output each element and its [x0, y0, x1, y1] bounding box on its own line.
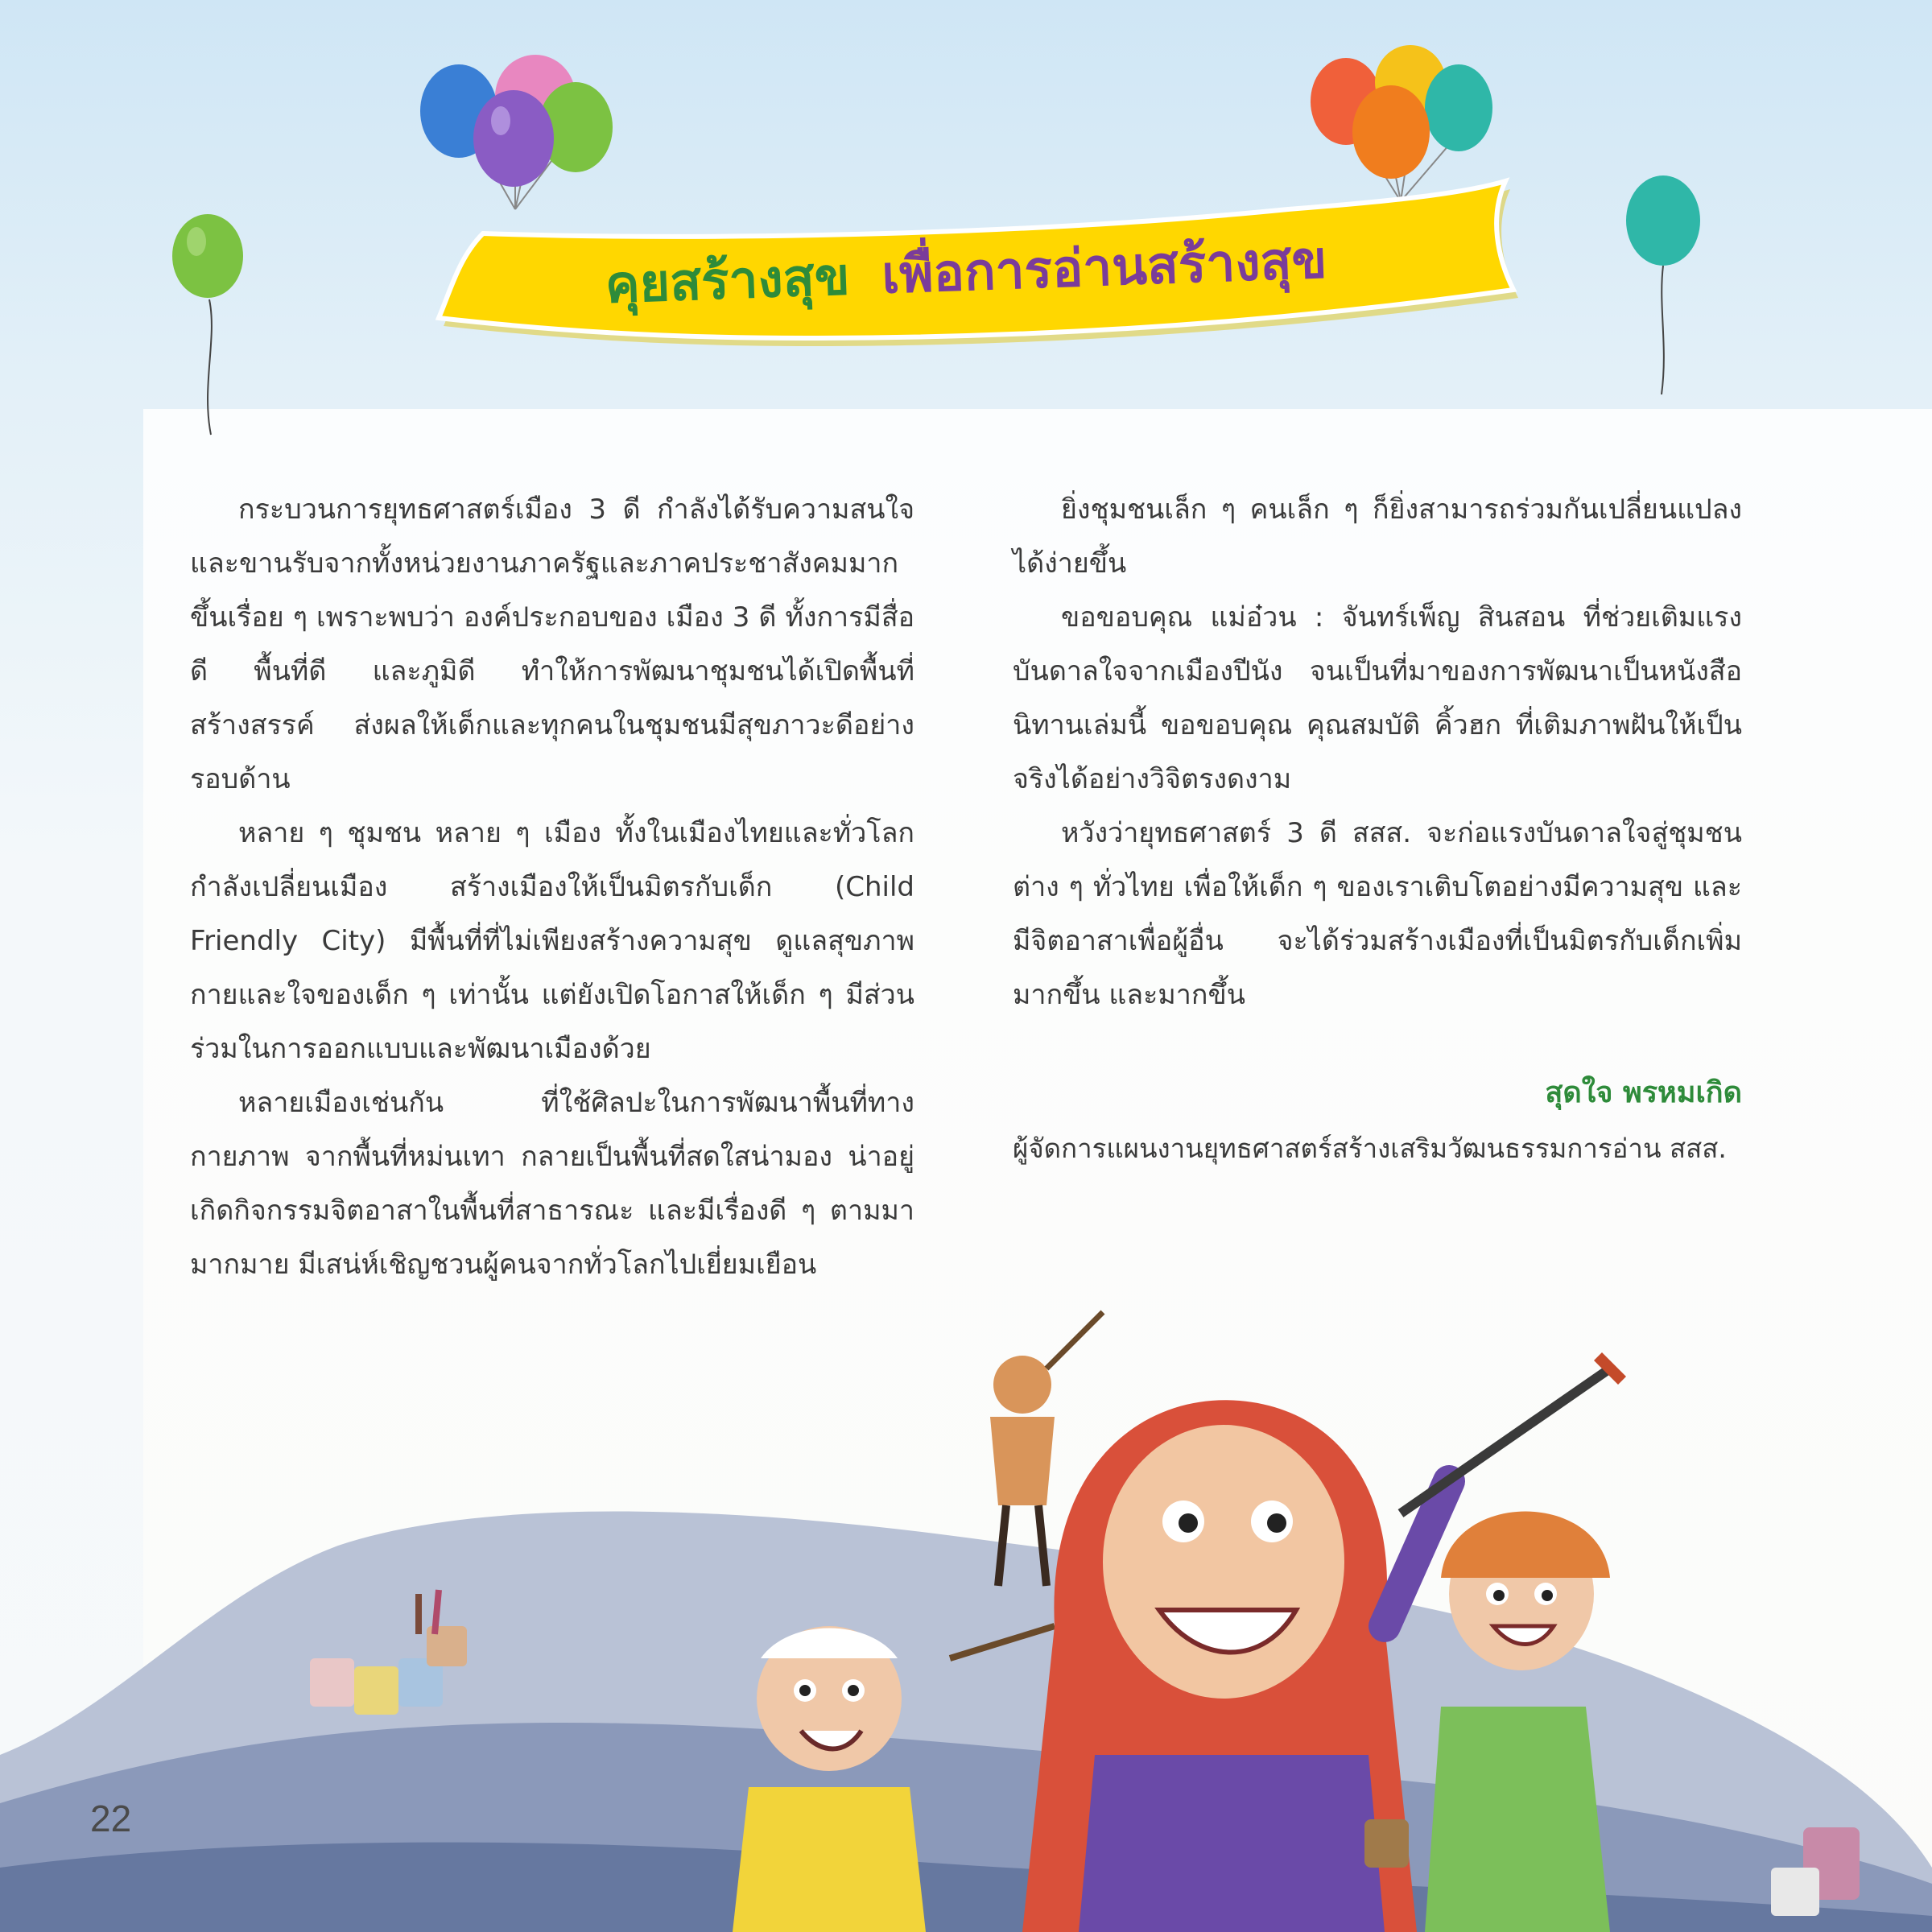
title-part-2: เพื่อการอ่านสร้างสุข [881, 230, 1328, 306]
paragraph: หลาย ๆ ชุมชน หลาย ๆ เมือง ทั้งในเมืองไทยและทั่วโลก กำลังเปลี่ยนเมือง สร้างเมืองให้เป็นมิตรกับเด็ก (Child Friendly City) มีพื้นที่ที่ไม่เพียงสร้างความสุข ดูแลสุขภาพกายและใจของเด็ก ๆ เท่านั้น แต่ยังเปิดโอกาสให้เด็ก ๆ มีส่วนร่วมในการออกแบบและพัฒนาเมืองด้วย [190, 817, 914, 1065]
paragraph: ยิ่งชุมชนเล็ก ๆ คนเล็ก ๆ ก็ยิ่งสามารถร่วมกันเปลี่ยนแปลงได้ง่ายขึ้น [1013, 493, 1742, 580]
children-painting-illustration [0, 1304, 1932, 1932]
paragraph: ขอขอบคุณ แม่อ๋วน : จันทร์เพ็ญ สินสอน ที่ช่วยเติมแรงบันดาลใจจากเมืองปีนัง จนเป็นที่มาของการพัฒนาเป็นหนังสือนิทานเล่มนี้ ขอขอบคุณ คุณสมบัติ คิ้วฮก ที่เติมภาพฝันให้เป็นจริงได้อย่างวิจิตรงดงาม [1013, 601, 1742, 795]
balloon-cluster-left-icon [420, 55, 613, 209]
left-text-column [190, 483, 914, 1292]
right-text-column [1013, 483, 1742, 1022]
balloon-icon [1626, 175, 1700, 394]
paragraph: หลายเมืองเช่นกัน ที่ใช้ศิลปะในการพัฒนาพื้นที่ทางกายภาพ จากพื้นที่หม่นเทา กลายเป็นพื้นที่สดใสน่ามอง น่าอยู่ เกิดกิจกรรมจิตอาสาในพื้นที่สาธารณะ และมีเรื่องดี ๆ ตามมามากมาย มีเสน่ห์เชิญชวนผู้คนจากทั่วโลกไปเยี่ยมเยือน [190, 1087, 914, 1281]
balloon-icon [172, 214, 243, 435]
paragraph: กระบวนการยุทธศาสตร์เมือง 3 ดี กำลังได้รับความสนใจและขานรับจากทั้งหน่วยงานภาครัฐและภาคประชาสังคมมากขึ้นเรื่อย ๆ เพราะพบว่า องค์ประกอบของ เมือง 3 ดี ทั้งการมีสื่อดี พื้นที่ดี และภูมิดี ทำให้การพัฒนาชุมชนได้เปิดพื้นที่สร้างสรรค์ ส่งผลให้เด็กและทุกคนในชุมชนมีสุขภาวะดีอย่างรอบด้าน [190, 493, 914, 795]
page-number: 22 [90, 1798, 132, 1839]
balloon-cluster-right-icon [1311, 45, 1492, 201]
signature-role: ผู้จัดการแผนงานยุทธศาสตร์สร้างเสริมวัฒนธรรมการอ่าน สสส. [1013, 1133, 1727, 1164]
signature-name: สุดใจ พรหมเกิด [1545, 1076, 1742, 1109]
title-part-1: คุยสร้างสุข [604, 247, 851, 316]
paragraph: หวังว่ายุทธศาสตร์ 3 ดี สสส. จะก่อแรงบันดาลใจสู่ชุมชนต่าง ๆ ทั่วไทย เพื่อให้เด็ก ๆ ของเราเติบโตอย่างมีความสุข และมีจิตอาสาเพื่อผู้อื่น จะได้ร่วมสร้างเมืองที่เป็นมิตรกับเด็กเพิ่มมากขึ้น และมากขึ้น [1013, 817, 1742, 1011]
